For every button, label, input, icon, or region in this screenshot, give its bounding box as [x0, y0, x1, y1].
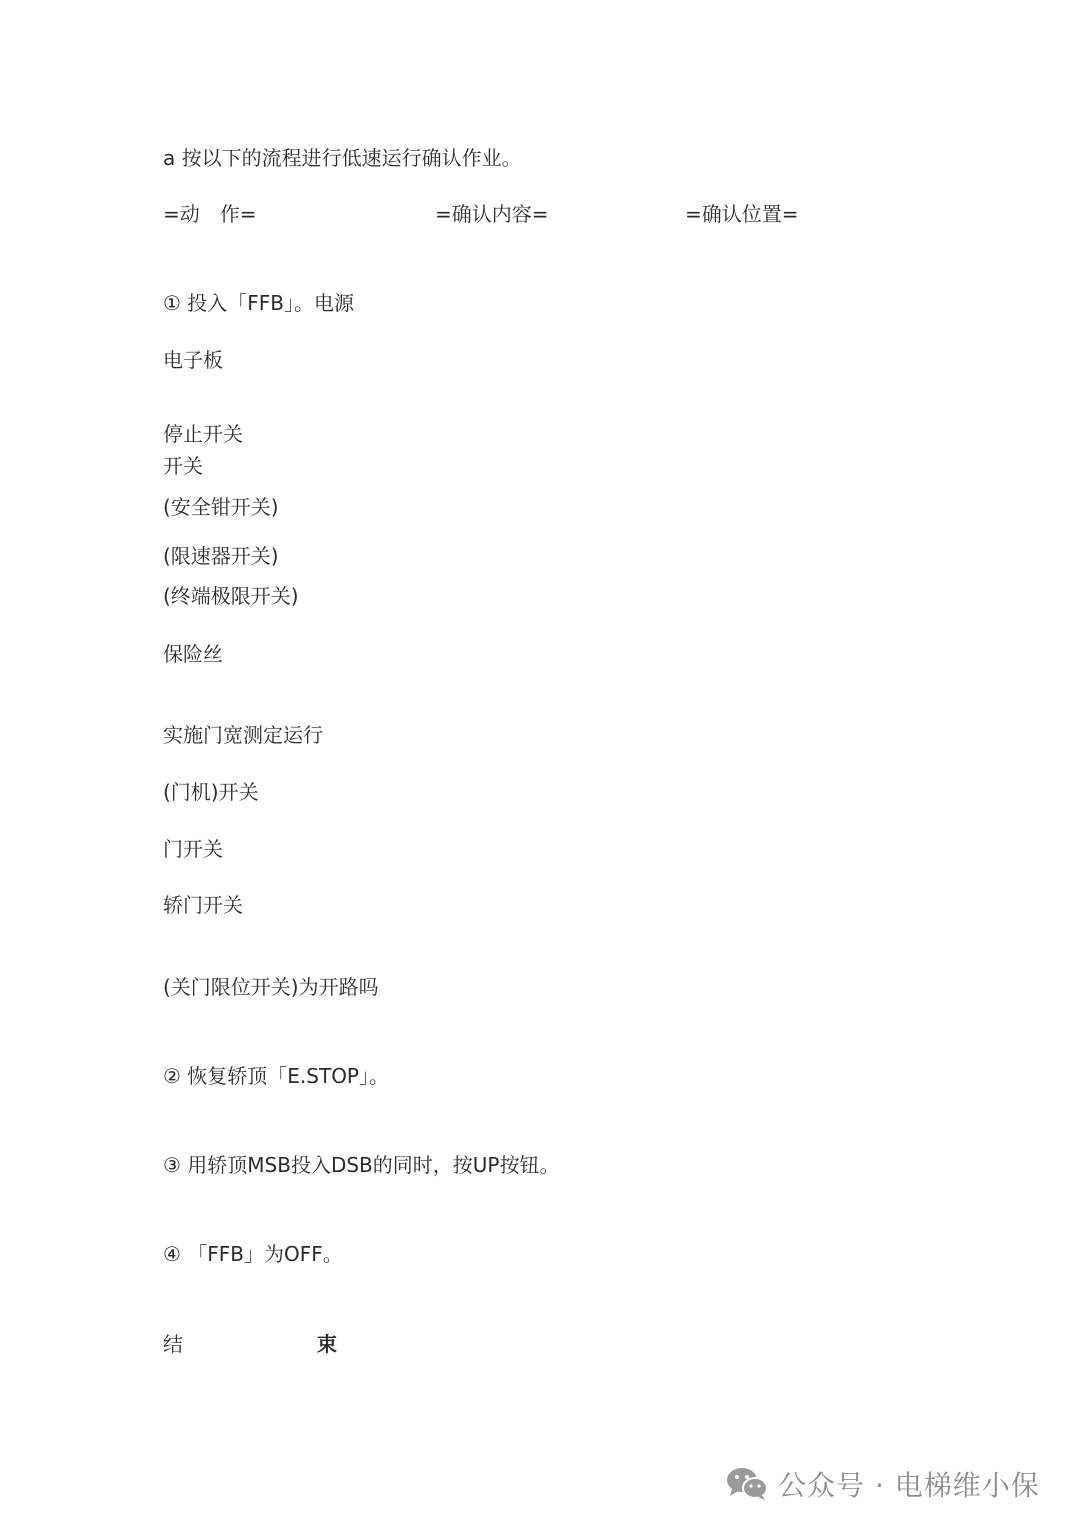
list-item: 实施门宽测定运行	[163, 723, 323, 747]
watermark-text: 公众号 · 电梯维小保	[778, 1469, 1040, 1502]
list-item: 保险丝	[163, 642, 223, 666]
ending-right: 束	[317, 1332, 337, 1356]
list-item: (限速器开关)	[163, 544, 279, 568]
step-2: ② 恢复轿顶「E.STOP」。	[163, 1064, 389, 1088]
list-item: 电子板	[163, 348, 223, 372]
list-item: (关门限位开关)为开路吗	[163, 975, 379, 999]
step-3: ③ 用轿顶MSB投入DSB的同时，按UP按钮。	[163, 1153, 560, 1177]
header-position: =确认位置=	[685, 202, 799, 226]
intro-text: a 按以下的流程进行低速运行确认作业。	[163, 146, 522, 170]
wechat-icon	[726, 1466, 768, 1502]
list-item: 门开关	[163, 837, 223, 861]
watermark	[726, 1462, 1040, 1506]
step-1: ① 投入「FFB」。电源	[163, 291, 355, 315]
ending-left: 结	[163, 1332, 183, 1356]
list-item: (门机)开关	[163, 780, 259, 804]
list-item: 停止开关	[163, 422, 243, 446]
header-action: =动 作=	[163, 202, 257, 226]
list-item: (终端极限开关)	[163, 584, 299, 608]
header-content: =确认内容=	[435, 202, 549, 226]
list-item: 开关	[163, 454, 203, 478]
list-item: 轿门开关	[163, 893, 243, 917]
step-4: ④ 「FFB」为OFF。	[163, 1242, 343, 1266]
list-item: (安全钳开关)	[163, 495, 279, 519]
